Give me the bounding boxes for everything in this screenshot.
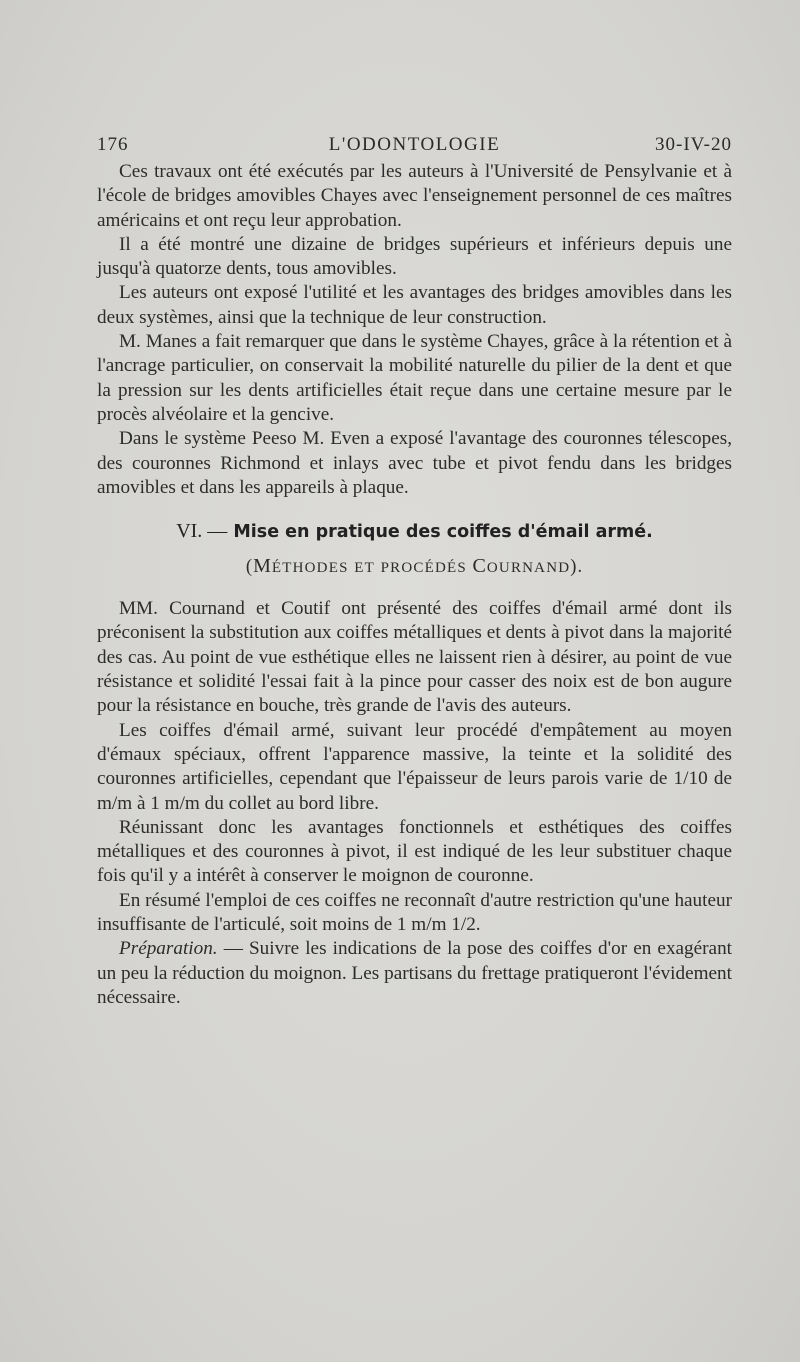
paragraph: Ces travaux ont été exécutés par les auteurs à l'Université de Pensylvanie et à l'école de bridges amovibles Chayes avec l'enseignement personnel de ces maîtres américains et ont reçu leur approbation. <box>97 161 732 231</box>
paragraph: M. Manes a fait remarquer que dans le système Chayes, grâce à la rétention et à l'ancrage particulier, on conservait la mobilité naturelle du pilier de la dent et que la pression sur les dents artificielles était reçue dans une certaine mesure par le procès alvéolaire et la gencive. <box>97 331 732 425</box>
page <box>97 128 732 1010</box>
paragraph: Les auteurs ont exposé l'utilité et les avantages des bridges amovibles dans les deux systèmes, ainsi que la technique de leur construction. <box>97 282 732 328</box>
subtitle-open: ( <box>245 557 254 578</box>
paragraph: En résumé l'emploi de ces coiffes ne reconnaît d'autre restriction qu'une hauteur insuffisante de l'articulé, soit moins de 1 m/m 1/2. <box>97 889 732 936</box>
running-header <box>97 128 732 160</box>
paragraph: Dans le système Peeso M. Even a exposé l'avantage des couronnes télescopes, des couronnes Richmond et inlays avec tube et pivot fendu dans les bridges amovibles et dans les appareils à plaque. <box>97 428 732 498</box>
paragraph <box>97 937 732 1010</box>
subtitle-ournand: OURNAND <box>486 560 571 577</box>
paragraph: Il a été montré une dizaine de bridges supérieurs et inférieurs depuis une jusqu'à quatorze dents, tous amovibles. <box>97 233 732 280</box>
section-title: Mise en pratique des coiffes d'émail armé. <box>233 522 653 543</box>
section-number: VI. — <box>176 520 228 543</box>
paragraph: Les coiffes d'émail armé, suivant leur procédé d'empâtement au moyen d'émaux spéciaux, offrent l'apparence massive, la teinte et la solidité des couronnes artificielles, cependant que l'épaisseur de leurs parois varie de 1/10 de m/m à 1 m/m du collet au bord libre. <box>97 719 732 814</box>
preparation-label: Préparation. <box>119 938 218 960</box>
paragraph: MM. Cournand et Coutif ont présenté des coiffes d'émail armé dont ils préconisent la substitution aux coiffes métalliques et dents à pivot dans la majorité des cas. Au point de vue esthétique elles ne laissent rien à désirer, au point de vue résistance et solidité l'essai fait à la pince pour casser des noix est de bon augure pour la résistance en bouche, très grande de l'avis des auteurs. <box>97 598 732 717</box>
paragraph: Réunissant donc les avantages fonctionnels et esthétiques des coiffes métalliques et des couronnes à pivot, il est indiqué de les leur substituer chaque fois qu'il y a intérêt à conserver le moignon de couronne. <box>97 816 732 887</box>
section-heading <box>97 518 732 545</box>
preparation-text: — Suivre les indications de la pose des coiffes d'or en exagérant un peu la réduction du moignon. Les partisans du frettage pratiqueront l'évidement nécessaire. <box>97 938 732 1008</box>
issue-date: 30-IV-20 <box>655 134 732 155</box>
subtitle-et: ET <box>354 560 375 577</box>
journal-title: L'ODONTOLOGIE <box>328 134 501 155</box>
subtitle-m: M <box>253 555 272 578</box>
subtitle-ethodes: ÉTHODES <box>271 560 349 577</box>
page-number: 176 <box>97 134 129 155</box>
body-text <box>97 160 732 1010</box>
subtitle-c: C <box>472 555 487 578</box>
section-subtitle <box>97 553 732 581</box>
subtitle-close: ). <box>570 557 584 578</box>
subtitle-procedes: PROCÉDÉS <box>380 560 467 577</box>
